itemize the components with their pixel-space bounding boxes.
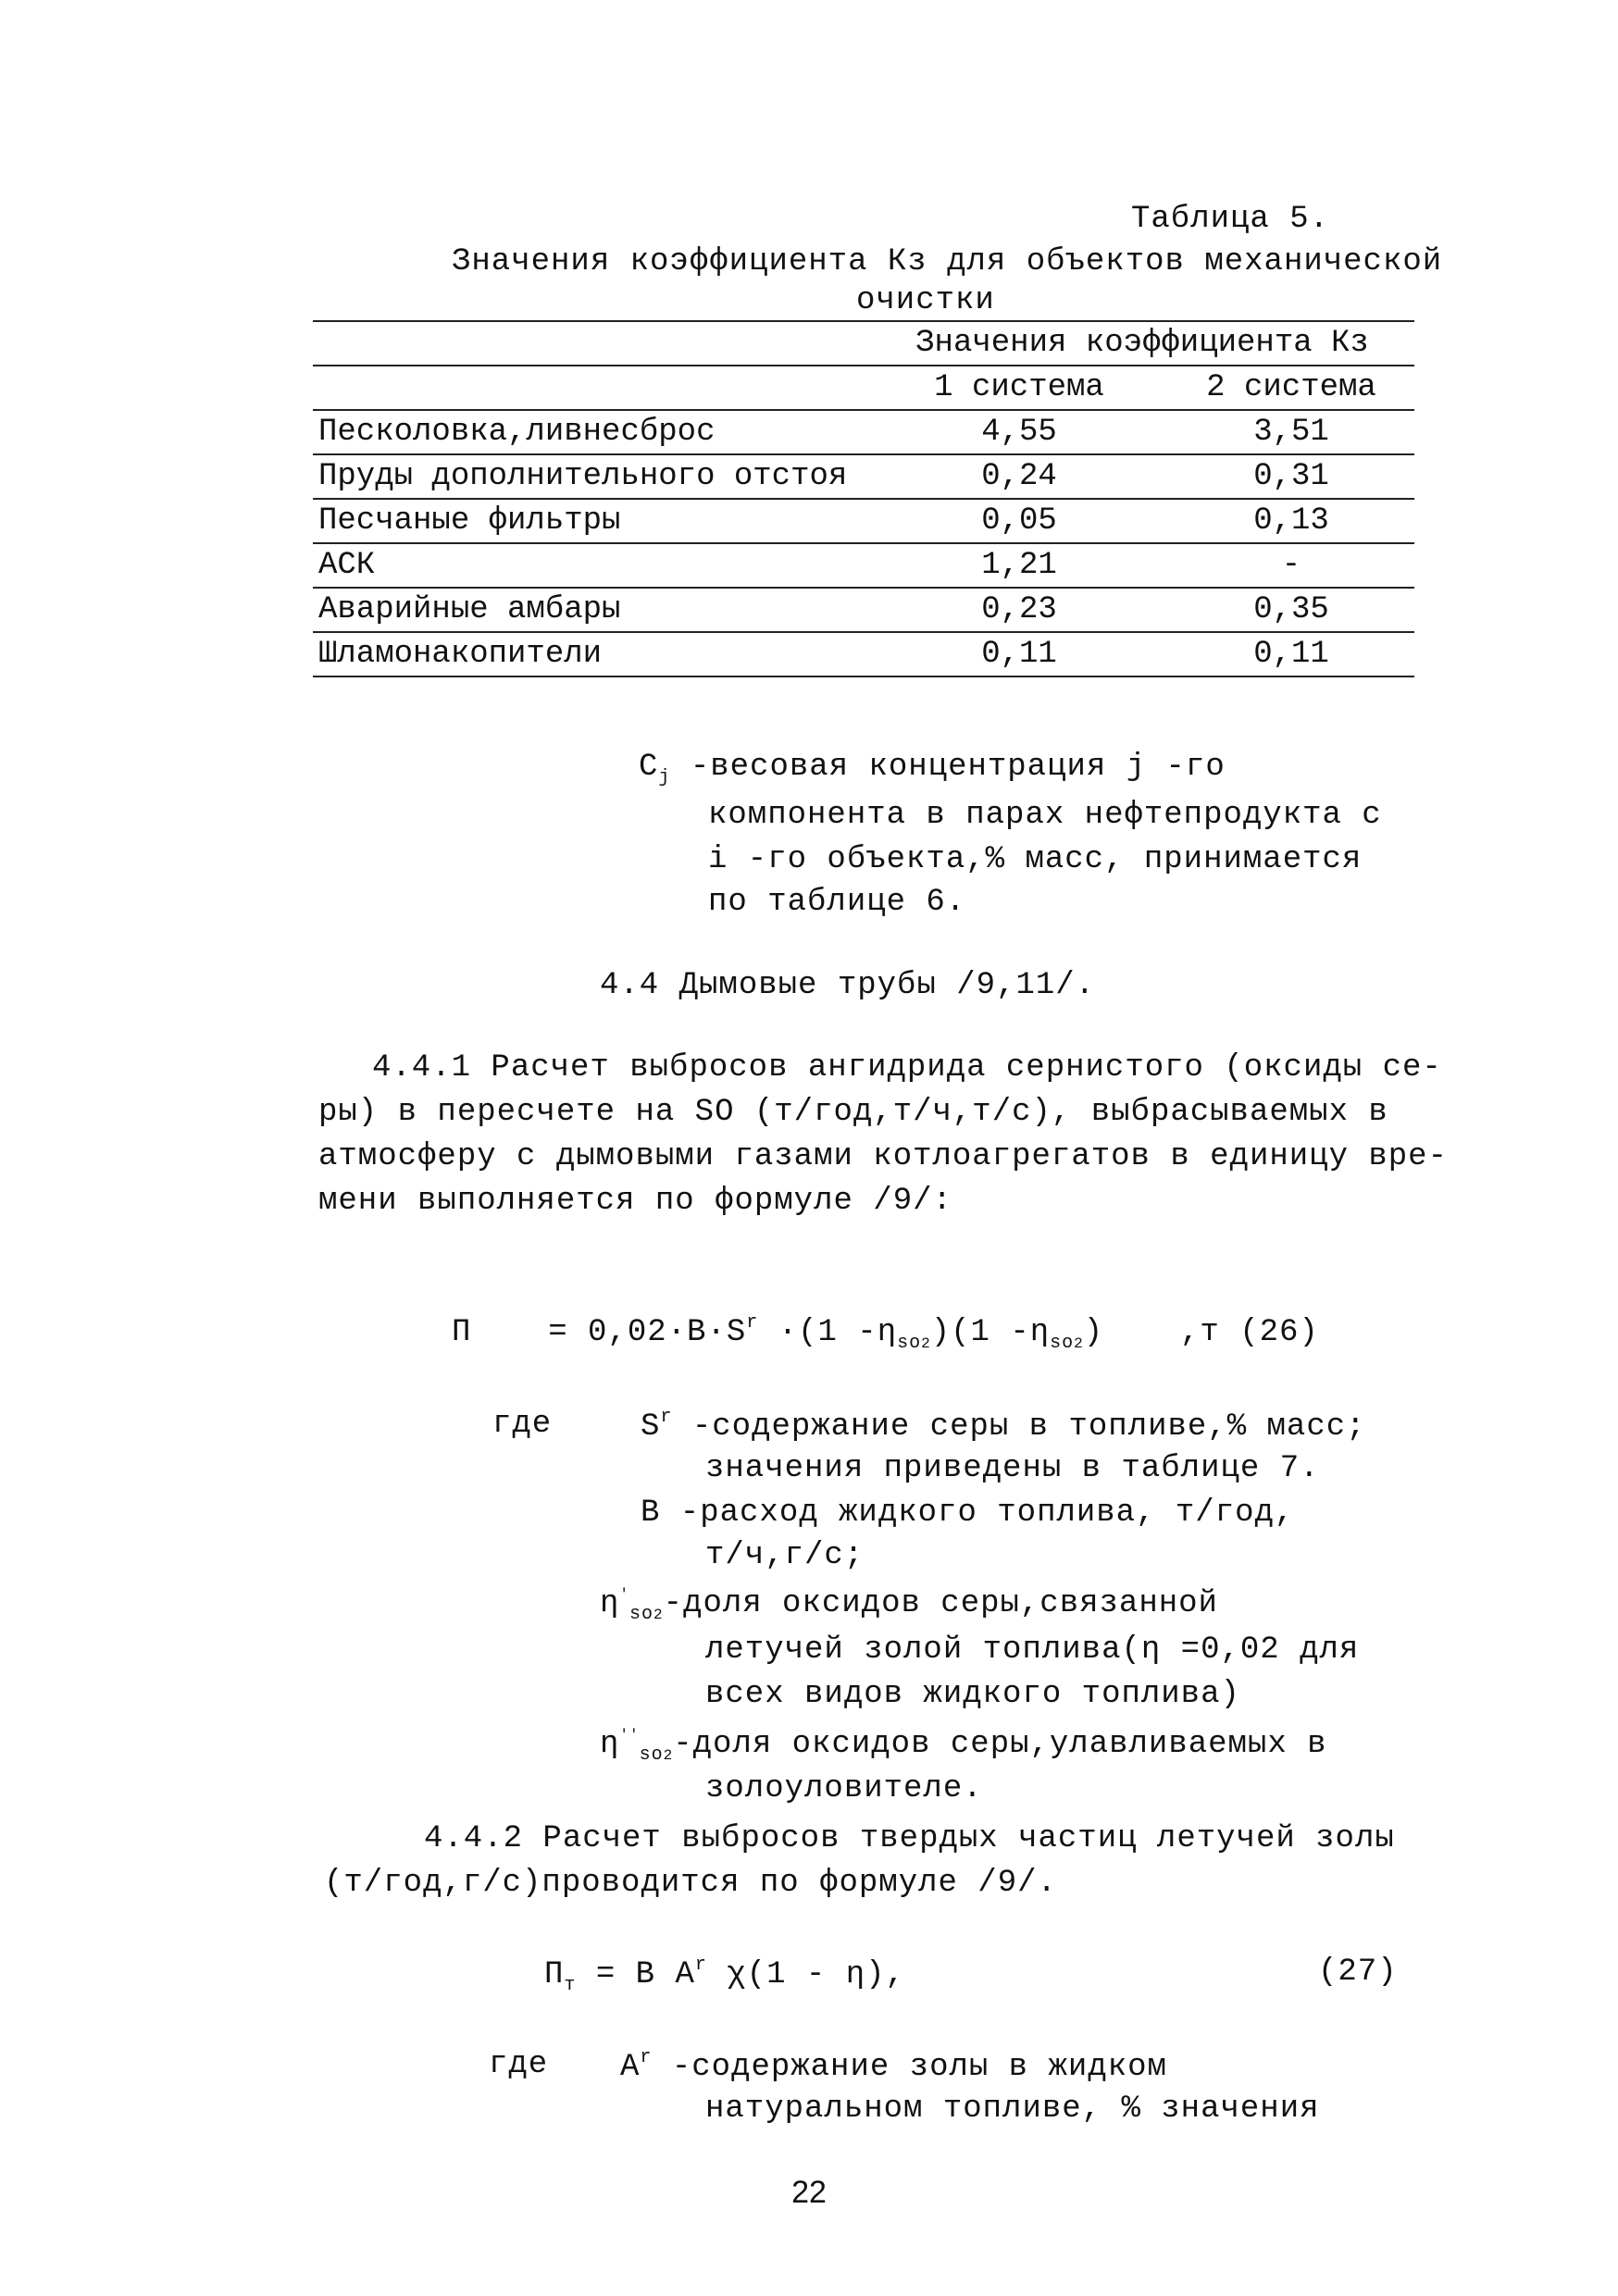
- a-line1: -содержание золы в жидком: [671, 2050, 1167, 2085]
- formula-term: ·(1 -η: [778, 1315, 898, 1350]
- eta2-line1: -доля оксидов серы,улавливаемых в: [673, 1727, 1327, 1762]
- row-name: Песчаные фильтры: [313, 499, 870, 543]
- s-line2: значения приведены в таблице 7.: [705, 1451, 1320, 1486]
- para-442-line1: 4.4.2 Расчет выбросов твердых частиц летучей золы: [424, 1821, 1395, 1856]
- eta1-line2: летучей золой топлива(η =0,02 для: [705, 1632, 1360, 1668]
- row-name: Песколовка,ливнесброс: [313, 410, 870, 454]
- group-header: Значения коэффициента Кз: [870, 321, 1414, 366]
- formula-27: [544, 1955, 905, 1996]
- table-title-continued: очистки: [856, 283, 995, 318]
- eta1-symbol: η: [600, 1586, 620, 1621]
- formula-sup: r: [746, 1312, 759, 1334]
- cj-symbol: C: [639, 750, 659, 785]
- b-line2: т/ч,г/с;: [705, 1538, 865, 1573]
- formula-lhs: П: [452, 1315, 472, 1350]
- row-value-1: 0,23: [870, 588, 1168, 632]
- row-value-2: 3,51: [1168, 410, 1414, 454]
- formula-sub: т: [564, 1975, 577, 1996]
- table-row: [313, 632, 1414, 676]
- eta1-sub: so: [629, 1604, 654, 1625]
- cj-line2: компонента в парах нефтепродукта с: [708, 798, 1382, 833]
- row-value-1: 1,21: [870, 543, 1168, 588]
- col-header-1: 1 система: [870, 366, 1168, 410]
- eta1-definition: [600, 1586, 1218, 1625]
- eta2-symbol: η: [600, 1727, 620, 1762]
- s-sup: r: [660, 1407, 673, 1428]
- formula-number: (27): [1318, 1955, 1398, 1990]
- formula-sub: so: [897, 1333, 922, 1354]
- eta2-sub: 2: [663, 1747, 674, 1764]
- section-heading: 4.4 Дымовые трубы /9,11/.: [600, 968, 1096, 1003]
- table-header-row: [313, 321, 1414, 366]
- table-row: [313, 499, 1414, 543]
- b-line1: B -расход жидкого топлива, т/год,: [641, 1496, 1295, 1531]
- table-row: [313, 588, 1414, 632]
- page-number: 22: [791, 2175, 827, 2210]
- row-name: Шламонакопители: [313, 632, 870, 676]
- eta2-sub: so: [639, 1744, 664, 1766]
- row-value-1: 0,11: [870, 632, 1168, 676]
- row-value-1: 4,55: [870, 410, 1168, 454]
- eta2-definition: [600, 1727, 1327, 1766]
- s-definition: [641, 1407, 1366, 1445]
- formula-number: ,т (26): [1180, 1315, 1319, 1350]
- eta1-sub: 2: [653, 1607, 664, 1623]
- eta1-line1: -доля оксидов серы,связанной: [663, 1586, 1218, 1621]
- cj-line1: -весовая концентрация j -го: [690, 750, 1226, 785]
- row-value-1: 0,24: [870, 454, 1168, 499]
- para-441-line4: мени выполняется по формуле /9/:: [318, 1184, 952, 1219]
- eta2-mark: '': [619, 1727, 640, 1744]
- row-value-1: 0,05: [870, 499, 1168, 543]
- row-name: АСК: [313, 543, 870, 588]
- s-line1: -содержание серы в топливе,% масс;: [691, 1409, 1366, 1445]
- table-row: [313, 454, 1414, 499]
- k3-table: [313, 320, 1414, 677]
- row-value-2: 0,11: [1168, 632, 1414, 676]
- formula-term: )(1 -η: [930, 1315, 1051, 1350]
- formula-sub: 2: [1074, 1335, 1084, 1352]
- s-symbol: S: [641, 1409, 661, 1445]
- formula-term: = B A: [595, 1957, 695, 1992]
- row-value-2: 0,35: [1168, 588, 1414, 632]
- para-441-line1: 4.4.1 Расчет выбросов ангидрида сернистого (оксиды се-: [372, 1050, 1442, 1086]
- where-label: где: [492, 1407, 553, 1442]
- row-value-2: 0,31: [1168, 454, 1414, 499]
- table-subheader-row: [313, 366, 1414, 410]
- para-442-line2: (т/год,г/с)проводится по формуле /9/.: [324, 1866, 1057, 1901]
- row-name: Аварийные амбары: [313, 588, 870, 632]
- col-header-2: 2 система: [1168, 366, 1414, 410]
- formula-lhs: П: [544, 1957, 565, 1992]
- a-symbol: A: [620, 2050, 641, 2085]
- para-441-line3: атмосферу с дымовыми газами котлоагрегатов в единицу вре-: [318, 1139, 1448, 1174]
- a-line2: натуральном топливе, % значения: [705, 2091, 1320, 2127]
- formula-sub: 2: [921, 1335, 931, 1352]
- formula-26: [452, 1312, 1319, 1354]
- cj-subscript: j: [658, 767, 671, 788]
- row-value-2: 0,13: [1168, 499, 1414, 543]
- formula-term: ): [1083, 1315, 1104, 1350]
- formula-term: = 0,02·B·S: [548, 1315, 747, 1350]
- cj-definition: [639, 750, 1226, 788]
- table-number: Таблица 5.: [1131, 202, 1330, 237]
- cj-line4: по таблице 6.: [708, 885, 966, 920]
- formula-sup: r: [694, 1955, 707, 1976]
- where-label: где: [489, 2047, 549, 2082]
- eta1-mark: ': [619, 1586, 630, 1603]
- a-sup: r: [640, 2047, 653, 2068]
- formula-sub: so: [1050, 1333, 1075, 1354]
- cj-line3: i -го объекта,% масс, принимается: [708, 842, 1363, 877]
- row-value-2: -: [1168, 543, 1414, 588]
- row-name: Пруды дополнительного отстоя: [313, 454, 870, 499]
- table-row: [313, 410, 1414, 454]
- table-row: [313, 543, 1414, 588]
- eta2-line2: золоуловителе.: [705, 1771, 983, 1806]
- a-definition: [620, 2047, 1167, 2085]
- eta1-line3: всех видов жидкого топлива): [705, 1677, 1240, 1712]
- para-441-line2: ры) в пересчете на SO (т/год,т/ч,т/с), выбрасываемых в: [318, 1095, 1388, 1130]
- table-title: Значения коэффициента Кз для объектов механической: [452, 244, 1443, 279]
- formula-term: χ(1 - η),: [706, 1957, 905, 1992]
